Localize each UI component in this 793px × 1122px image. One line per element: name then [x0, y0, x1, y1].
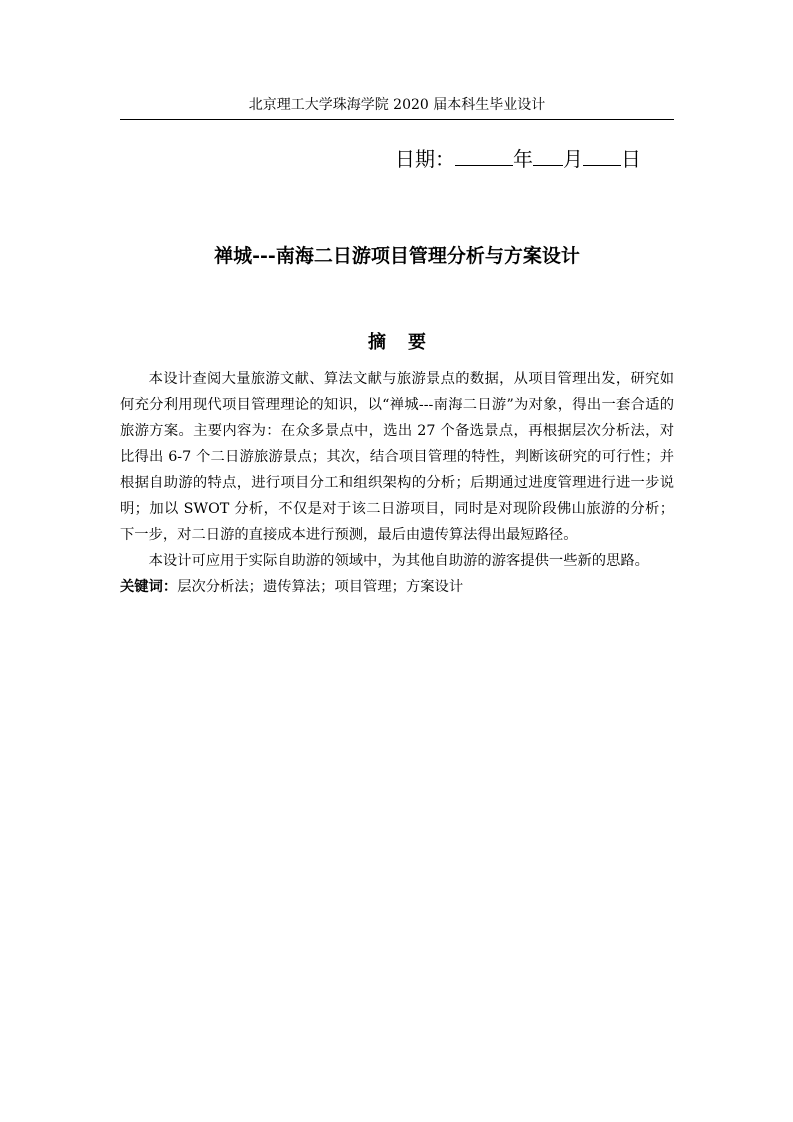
- year-blank: [455, 145, 513, 166]
- date-line: [395, 145, 641, 173]
- abstract-paragraph-1: 本设计查阅大量旅游文献、算法文献与旅游景点的数据，从项目管理出发，研究如何充分利用现代项目管理理论的知识，以“禅城---南海二日游”为对象，得出一套合适的旅游方案。主要内容为：在众多景点中，选出 27 个备选景点，再根据层次分析法，对比得出 6-7 个二日游旅游景点；其次，结合项目管理的特性，判断该研究的可行性；并根据自助游的特点，进行项目分工和组织架构的分析；后期通过进度管理进行进一步说明；加以 SWOT 分析，不仅是对于该二日游项目，同时是对现阶段佛山旅游的分析；下一步，对二日游的直接成本进行预测，最后由遗传算法得出最短路径。: [120, 371, 674, 543]
- keywords-value: 层次分析法；遗传算法；项目管理；方案设计: [177, 579, 464, 595]
- keywords-label: 关键词：: [120, 579, 178, 595]
- month-blank: [533, 145, 563, 166]
- header-divider: [120, 119, 674, 120]
- day-label: 日: [621, 147, 641, 171]
- abstract-body: [120, 366, 674, 600]
- date-label: 日期：: [395, 147, 455, 171]
- abstract-paragraph-2: 本设计可应用于实际自助游的领域中，为其他自助游的游客提供一些新的思路。: [148, 553, 649, 569]
- day-blank: [583, 145, 621, 166]
- year-label: 年: [513, 147, 533, 171]
- page-header: 北京理工大学珠海学院 2020 届本科生毕业设计: [248, 97, 546, 113]
- thesis-title: 禅城---南海二日游项目管理分析与方案设计: [214, 245, 580, 267]
- abstract-heading: 摘要: [368, 332, 448, 353]
- keywords-line: [120, 574, 674, 600]
- month-label: 月: [563, 147, 583, 171]
